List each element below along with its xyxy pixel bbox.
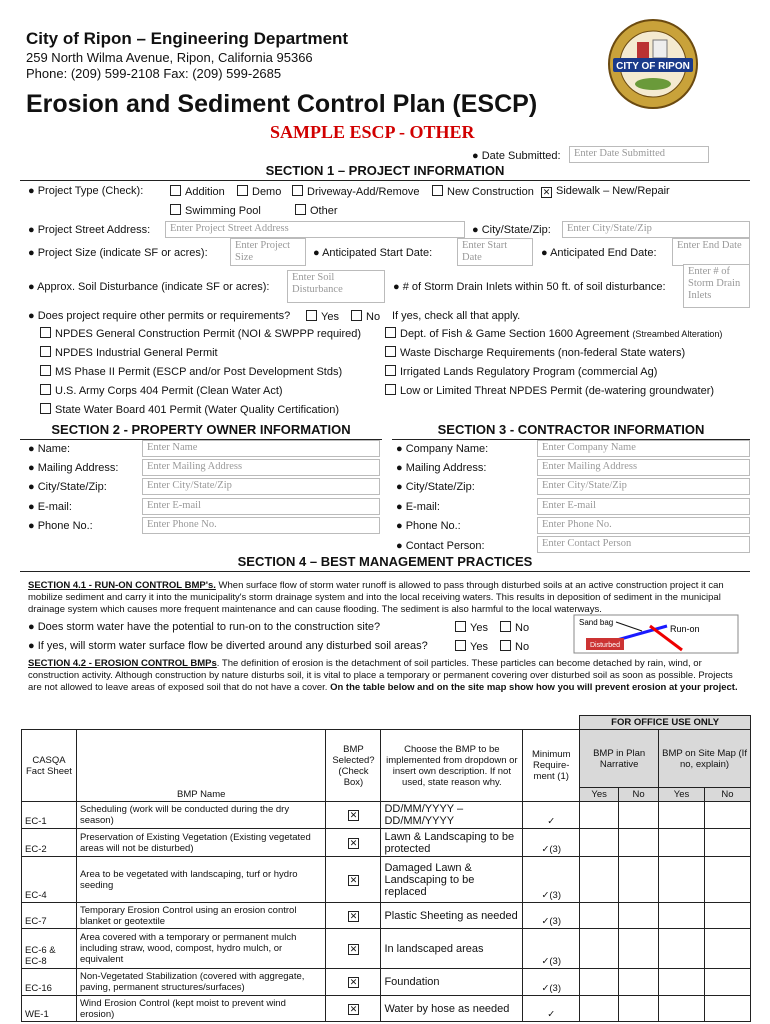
contact-person-label: ● Contact Person: bbox=[396, 540, 485, 552]
bmp-choice-field[interactable]: Lawn & Landscaping to be protected bbox=[381, 829, 523, 857]
start-field[interactable]: Enter Start Date bbox=[457, 238, 533, 266]
bmp-name-cell: Scheduling (work will be conducted during the dry season) bbox=[76, 802, 326, 829]
owner-address-label: ● Mailing Address: bbox=[28, 462, 119, 474]
section-1-header: SECTION 1 – PROJECT INFORMATION bbox=[20, 163, 750, 181]
end-field[interactable]: Enter End Date bbox=[672, 238, 750, 266]
plan-yes-cell[interactable] bbox=[580, 802, 619, 829]
bmp-name-cell: Area covered with a temporary or permanent mulch including straw, wood, compost, hydro mulch, or equivalent bbox=[76, 929, 326, 969]
soil-field[interactable]: Enter Soil Disturbance bbox=[287, 270, 385, 303]
owner-city-label: ● City/State/Zip: bbox=[28, 481, 107, 493]
site-no-cell[interactable] bbox=[705, 996, 751, 1022]
plan-no-cell[interactable] bbox=[619, 802, 659, 829]
end-label: ● Anticipated End Date: bbox=[541, 247, 657, 259]
owner-name-field[interactable]: Enter Name bbox=[142, 440, 380, 457]
permit-right-2[interactable]: Waste Discharge Requirements (non-federal State waters) bbox=[385, 346, 685, 359]
type-driveway[interactable]: Driveway-Add/Remove bbox=[292, 185, 419, 198]
office-use-header: FOR OFFICE USE ONLY bbox=[580, 716, 751, 730]
minimum-requirement-header: Minimum Require-ment (1) bbox=[523, 730, 580, 802]
contractor-city-label: ● City/State/Zip: bbox=[396, 481, 475, 493]
section-4-header: SECTION 4 – BEST MANAGEMENT PRACTICES bbox=[20, 554, 750, 572]
site-yes-cell[interactable] bbox=[659, 802, 705, 829]
runon-q2-yes[interactable]: Yes bbox=[455, 640, 488, 653]
bmp-name-cell: Preservation of Existing Vegetation (Existing vegetated areas will not be disturbed) bbox=[76, 829, 326, 857]
bmp-selected-checkbox[interactable] bbox=[326, 996, 381, 1022]
owner-email-label: ● E-mail: bbox=[28, 501, 72, 513]
site-no-cell[interactable] bbox=[705, 969, 751, 996]
choose-bmp-header: Choose the BMP to be implemented from dropdown or insert own description. If not used, state reason why. bbox=[381, 730, 523, 802]
fact-sheet-cell: EC-16 bbox=[22, 969, 77, 996]
checkbox-icon bbox=[385, 365, 396, 376]
site-no-cell[interactable] bbox=[705, 903, 751, 929]
site-yes-header: Yes bbox=[659, 788, 705, 802]
checkbox-icon bbox=[292, 185, 303, 196]
page-subtitle: SAMPLE ESCP - OTHER bbox=[270, 122, 475, 142]
bmp-choice-field[interactable]: Foundation bbox=[381, 969, 523, 996]
bmp-selected-checkbox[interactable] bbox=[326, 969, 381, 996]
section-4-1-text: SECTION 4.1 - RUN-ON CONTROL BMP's. When surface flow of storm water runoff is allowed to pass through disturbed soils at an active construction project it can mobilize sediment and carry it into the municipality's storm drainage system and into the local receiving waters. This results in deposition of sediment in the municipal drainage system which causes more frequent maintenance and can cause flooding. The sediment is also harmful to the local waterways. bbox=[28, 580, 724, 615]
runon-q1-no[interactable]: No bbox=[500, 621, 529, 634]
section-4-2-text: SECTION 4.2 - EROSION CONTROL BMPs. The definition of erosion is the detachment of soil particles. These particles can become detached by rain, wind, or construction activity. Although construction by nature disturbs soil, it is vital to place a temporary or permanent covering over disturbed soil as soon as possible. Projects are not allowed to leave areas of exposed soil that do not have a cover. On the table below and on the site map show how you will prevent erosion at your project. bbox=[28, 658, 738, 693]
plan-yes-cell[interactable] bbox=[580, 996, 619, 1022]
checkbox-icon bbox=[170, 204, 181, 215]
contractor-address-label: ● Mailing Address: bbox=[396, 462, 487, 474]
plan-no-header: No bbox=[619, 788, 659, 802]
minimum-requirement-cell: ✓(3) bbox=[523, 903, 580, 929]
checkbox-icon bbox=[306, 310, 317, 321]
fact-sheet-cell: EC-6 & EC-8 bbox=[22, 929, 77, 969]
plan-yes-cell[interactable] bbox=[580, 929, 619, 969]
fact-sheet-cell: EC-7 bbox=[22, 903, 77, 929]
permits-yes[interactable]: Yes bbox=[306, 310, 339, 323]
checked-checkbox-icon: ✕ bbox=[349, 1003, 358, 1014]
bmp-name-cell: Non-Vegetated Stabilization (covered with aggregate, paving, permanent structures/surfaces) bbox=[76, 969, 326, 996]
site-no-cell[interactable] bbox=[705, 857, 751, 903]
size-label: ● Project Size (indicate SF or acres): bbox=[28, 247, 208, 259]
checkbox-icon bbox=[40, 346, 51, 357]
bmp-name-cell: Wind Erosion Control (kept moist to prevent wind erosion) bbox=[76, 996, 326, 1022]
fact-sheet-cell: EC-1 bbox=[22, 802, 77, 829]
owner-address-field[interactable]: Enter Mailing Address bbox=[142, 459, 380, 476]
site-yes-cell[interactable] bbox=[659, 969, 705, 996]
org-address: 259 North Wilma Avenue, Ripon, California 95366 bbox=[26, 50, 313, 65]
plan-yes-cell[interactable] bbox=[580, 829, 619, 857]
fact-sheet-cell: EC-4 bbox=[22, 857, 77, 903]
checked-checkbox-icon: ✕ bbox=[349, 810, 358, 820]
org-phone: Phone: (209) 599-2108 Fax: (209) 599-2685 bbox=[26, 66, 282, 81]
checkbox-icon bbox=[237, 185, 248, 196]
plan-yes-header: Yes bbox=[580, 788, 619, 802]
permits-question: ● Does project require other permits or requirements? bbox=[28, 310, 291, 322]
runon-label: Run-on bbox=[670, 624, 700, 634]
bmp-choice-field[interactable]: DD/MM/YYYY – DD/MM/YYYY bbox=[381, 802, 523, 829]
plan-yes-cell[interactable] bbox=[580, 857, 619, 903]
street-field[interactable]: Enter Project Street Address bbox=[165, 221, 465, 238]
type-new-construction[interactable]: New Construction bbox=[432, 185, 534, 198]
bmp-name-cell: Temporary Erosion Control using an erosion control blanket or geotextile bbox=[76, 903, 326, 929]
plan-no-cell[interactable] bbox=[619, 903, 659, 929]
city-label: ● City/State/Zip: bbox=[472, 224, 551, 236]
site-yes-cell[interactable] bbox=[659, 996, 705, 1022]
bmp-name-cell: Area to be vegetated with landscaping, turf or hydro seeding bbox=[76, 857, 326, 903]
site-map-header: BMP on Site Map (If no, explain) bbox=[659, 730, 751, 788]
inlets-label: ● # of Storm Drain Inlets within 50 ft. of soil disturbance: bbox=[393, 281, 666, 293]
bmp-choice-field[interactable]: In landscaped areas bbox=[381, 929, 523, 969]
type-demo[interactable]: Demo bbox=[237, 185, 281, 198]
minimum-requirement-cell: ✓(3) bbox=[523, 929, 580, 969]
runon-question-1: ● Does storm water have the potential to run-on to the construction site? bbox=[28, 621, 381, 633]
site-no-cell[interactable] bbox=[705, 829, 751, 857]
plan-narrative-header: BMP in Plan Narrative bbox=[580, 730, 659, 788]
bmp-row bbox=[22, 829, 751, 857]
section-2-header: SECTION 2 - PROPERTY OWNER INFORMATION bbox=[20, 422, 382, 440]
checkbox-icon bbox=[351, 310, 362, 321]
bmp-selected-header: BMP Selected? (Check Box) bbox=[326, 730, 381, 802]
site-yes-cell[interactable] bbox=[659, 903, 705, 929]
checkbox-icon bbox=[295, 204, 306, 215]
checkbox-icon bbox=[40, 327, 51, 338]
checkbox-icon bbox=[500, 621, 511, 632]
bmp-row bbox=[22, 996, 751, 1022]
minimum-requirement-cell: ✓(3) bbox=[523, 857, 580, 903]
permit-left-5[interactable]: State Water Board 401 Permit (Water Quality Certification) bbox=[40, 403, 339, 416]
city-field[interactable]: Enter City/State/Zip bbox=[562, 221, 750, 238]
runon-question-2: ● If yes, will storm water surface flow be diverted around any disturbed soil areas? bbox=[28, 640, 428, 652]
permit-left-4[interactable]: U.S. Army Corps 404 Permit (Clean Water Act) bbox=[40, 384, 283, 397]
site-yes-cell[interactable] bbox=[659, 929, 705, 969]
checkbox-icon bbox=[40, 384, 51, 395]
owner-phone-field[interactable]: Enter Phone No. bbox=[142, 517, 380, 534]
permit-right-3[interactable]: Irrigated Lands Regulatory Program (commercial Ag) bbox=[385, 365, 657, 378]
runon-diagram bbox=[572, 614, 740, 654]
bmp-choice-field[interactable]: Water by hose as needed bbox=[381, 996, 523, 1022]
checked-checkbox-icon: ✕ bbox=[349, 874, 358, 885]
contractor-city-field[interactable]: Enter City/State/Zip bbox=[537, 478, 750, 495]
size-field[interactable]: Enter Project Size bbox=[230, 238, 306, 266]
permits-no[interactable]: No bbox=[351, 310, 380, 323]
disturbed-label: Disturbed bbox=[590, 642, 620, 649]
checkbox-icon bbox=[385, 384, 396, 395]
company-label: ● Company Name: bbox=[396, 443, 489, 455]
site-no-cell[interactable] bbox=[705, 802, 751, 829]
checkbox-icon bbox=[40, 365, 51, 376]
page-title: Erosion and Sediment Control Plan (ESCP) bbox=[26, 90, 538, 118]
checkbox-icon bbox=[385, 346, 396, 357]
permits-note: If yes, check all that apply. bbox=[392, 310, 521, 322]
type-swimming-pool[interactable]: Swimming Pool bbox=[170, 204, 261, 217]
site-no-cell[interactable] bbox=[705, 929, 751, 969]
plan-no-cell[interactable] bbox=[619, 969, 659, 996]
plan-no-cell[interactable] bbox=[619, 929, 659, 969]
inlets-field[interactable]: Enter # of Storm Drain Inlets bbox=[683, 264, 750, 308]
minimum-requirement-cell: ✓(3) bbox=[523, 829, 580, 857]
checkbox-icon bbox=[455, 621, 466, 632]
runon-q2-no[interactable]: No bbox=[500, 640, 529, 653]
permit-left-2[interactable]: NPDES Industrial General Permit bbox=[40, 346, 218, 359]
checkbox-icon bbox=[385, 327, 396, 338]
checked-checkbox-icon: ✕ bbox=[542, 187, 551, 197]
bmp-row bbox=[22, 802, 751, 829]
casqa-header: CASQA Fact Sheet bbox=[22, 730, 77, 802]
owner-phone-label: ● Phone No.: bbox=[28, 520, 93, 532]
street-label: ● Project Street Address: bbox=[28, 224, 151, 236]
fact-sheet-cell: EC-2 bbox=[22, 829, 77, 857]
contractor-address-field[interactable]: Enter Mailing Address bbox=[537, 459, 750, 476]
checkbox-icon bbox=[170, 185, 181, 196]
date-submitted-label: ● Date Submitted: bbox=[472, 150, 561, 162]
site-yes-cell[interactable] bbox=[659, 857, 705, 903]
bmp-selected-checkbox[interactable] bbox=[326, 903, 381, 929]
company-field[interactable]: Enter Company Name bbox=[537, 440, 750, 457]
bmp-choice-field[interactable]: Damaged Lawn & Landscaping to be replaced bbox=[381, 857, 523, 903]
contractor-phone-label: ● Phone No.: bbox=[396, 520, 461, 532]
start-label: ● Anticipated Start Date: bbox=[313, 247, 433, 259]
permit-left-1[interactable]: NPDES General Construction Permit (NOI & SWPPP required) bbox=[40, 327, 361, 340]
fact-sheet-cell: WE-1 bbox=[22, 996, 77, 1022]
bmp-row bbox=[22, 929, 751, 969]
org-name: City of Ripon – Engineering Department bbox=[26, 29, 349, 48]
minimum-requirement-cell: ✓ bbox=[523, 996, 580, 1022]
bmp-table bbox=[21, 715, 751, 1022]
project-type-label: ● Project Type (Check): bbox=[28, 185, 144, 197]
type-sidewalk[interactable]: ✕ Sidewalk – New/Repair bbox=[542, 185, 670, 197]
owner-name-label: ● Name: bbox=[28, 443, 71, 455]
contractor-email-field[interactable]: Enter E-mail bbox=[537, 498, 750, 515]
sandbag-label: Sand bag bbox=[579, 618, 614, 627]
bmp-row bbox=[22, 857, 751, 903]
checked-checkbox-icon: ✕ bbox=[349, 977, 358, 987]
bmp-row bbox=[22, 969, 751, 996]
type-other[interactable]: Other bbox=[295, 204, 338, 217]
minimum-requirement-cell: ✓ bbox=[523, 802, 580, 829]
runon-q1-yes[interactable]: Yes bbox=[455, 621, 488, 634]
checked-checkbox-icon: ✕ bbox=[349, 910, 358, 921]
site-yes-cell[interactable] bbox=[659, 829, 705, 857]
permit-right-4[interactable]: Low or Limited Threat NPDES Permit (de-watering groundwater) bbox=[385, 384, 714, 397]
site-no-header: No bbox=[705, 788, 751, 802]
permit-right-1[interactable]: Dept. of Fish & Game Section 1600 Agreement (Streambed Alteration) bbox=[385, 327, 722, 340]
svg-text:CITY OF RIPON: CITY OF RIPON bbox=[616, 61, 690, 72]
plan-no-cell[interactable] bbox=[619, 857, 659, 903]
bmp-selected-checkbox[interactable] bbox=[326, 829, 381, 857]
bmp-row bbox=[22, 903, 751, 929]
bmp-choice-field[interactable]: Plastic Sheeting as needed bbox=[381, 903, 523, 929]
bmp-selected-checkbox[interactable] bbox=[326, 929, 381, 969]
owner-city-field[interactable]: Enter City/State/Zip bbox=[142, 478, 380, 495]
checked-checkbox-icon: ✕ bbox=[349, 837, 358, 848]
minimum-requirement-cell: ✓(3) bbox=[523, 969, 580, 996]
permit-left-3[interactable]: MS Phase II Permit (ESCP and/or Post Development Stds) bbox=[40, 365, 342, 378]
soil-label: ● Approx. Soil Disturbance (indicate SF or acres): bbox=[28, 281, 270, 293]
plan-no-cell[interactable] bbox=[619, 996, 659, 1022]
plan-yes-cell[interactable] bbox=[580, 969, 619, 996]
city-seal-logo bbox=[607, 18, 699, 110]
contractor-phone-field[interactable]: Enter Phone No. bbox=[537, 517, 750, 534]
bmp-selected-checkbox[interactable] bbox=[326, 802, 381, 829]
owner-email-field[interactable]: Enter E-mail bbox=[142, 498, 380, 515]
plan-no-cell[interactable] bbox=[619, 829, 659, 857]
checkbox-icon bbox=[40, 403, 51, 414]
plan-yes-cell[interactable] bbox=[580, 903, 619, 929]
bmp-name-header: BMP Name bbox=[76, 730, 326, 802]
section-3-header: SECTION 3 - CONTRACTOR INFORMATION bbox=[392, 422, 750, 440]
checked-checkbox-icon: ✕ bbox=[349, 943, 358, 954]
bmp-selected-checkbox[interactable] bbox=[326, 857, 381, 903]
checkbox-icon bbox=[500, 640, 511, 651]
contact-person-field[interactable]: Enter Contact Person bbox=[537, 536, 750, 553]
date-submitted-field[interactable]: Enter Date Submitted bbox=[569, 146, 709, 163]
type-addition[interactable]: Addition bbox=[170, 185, 225, 198]
checkbox-icon bbox=[432, 185, 443, 196]
checkbox-icon bbox=[455, 640, 466, 651]
contractor-email-label: ● E-mail: bbox=[396, 501, 440, 513]
